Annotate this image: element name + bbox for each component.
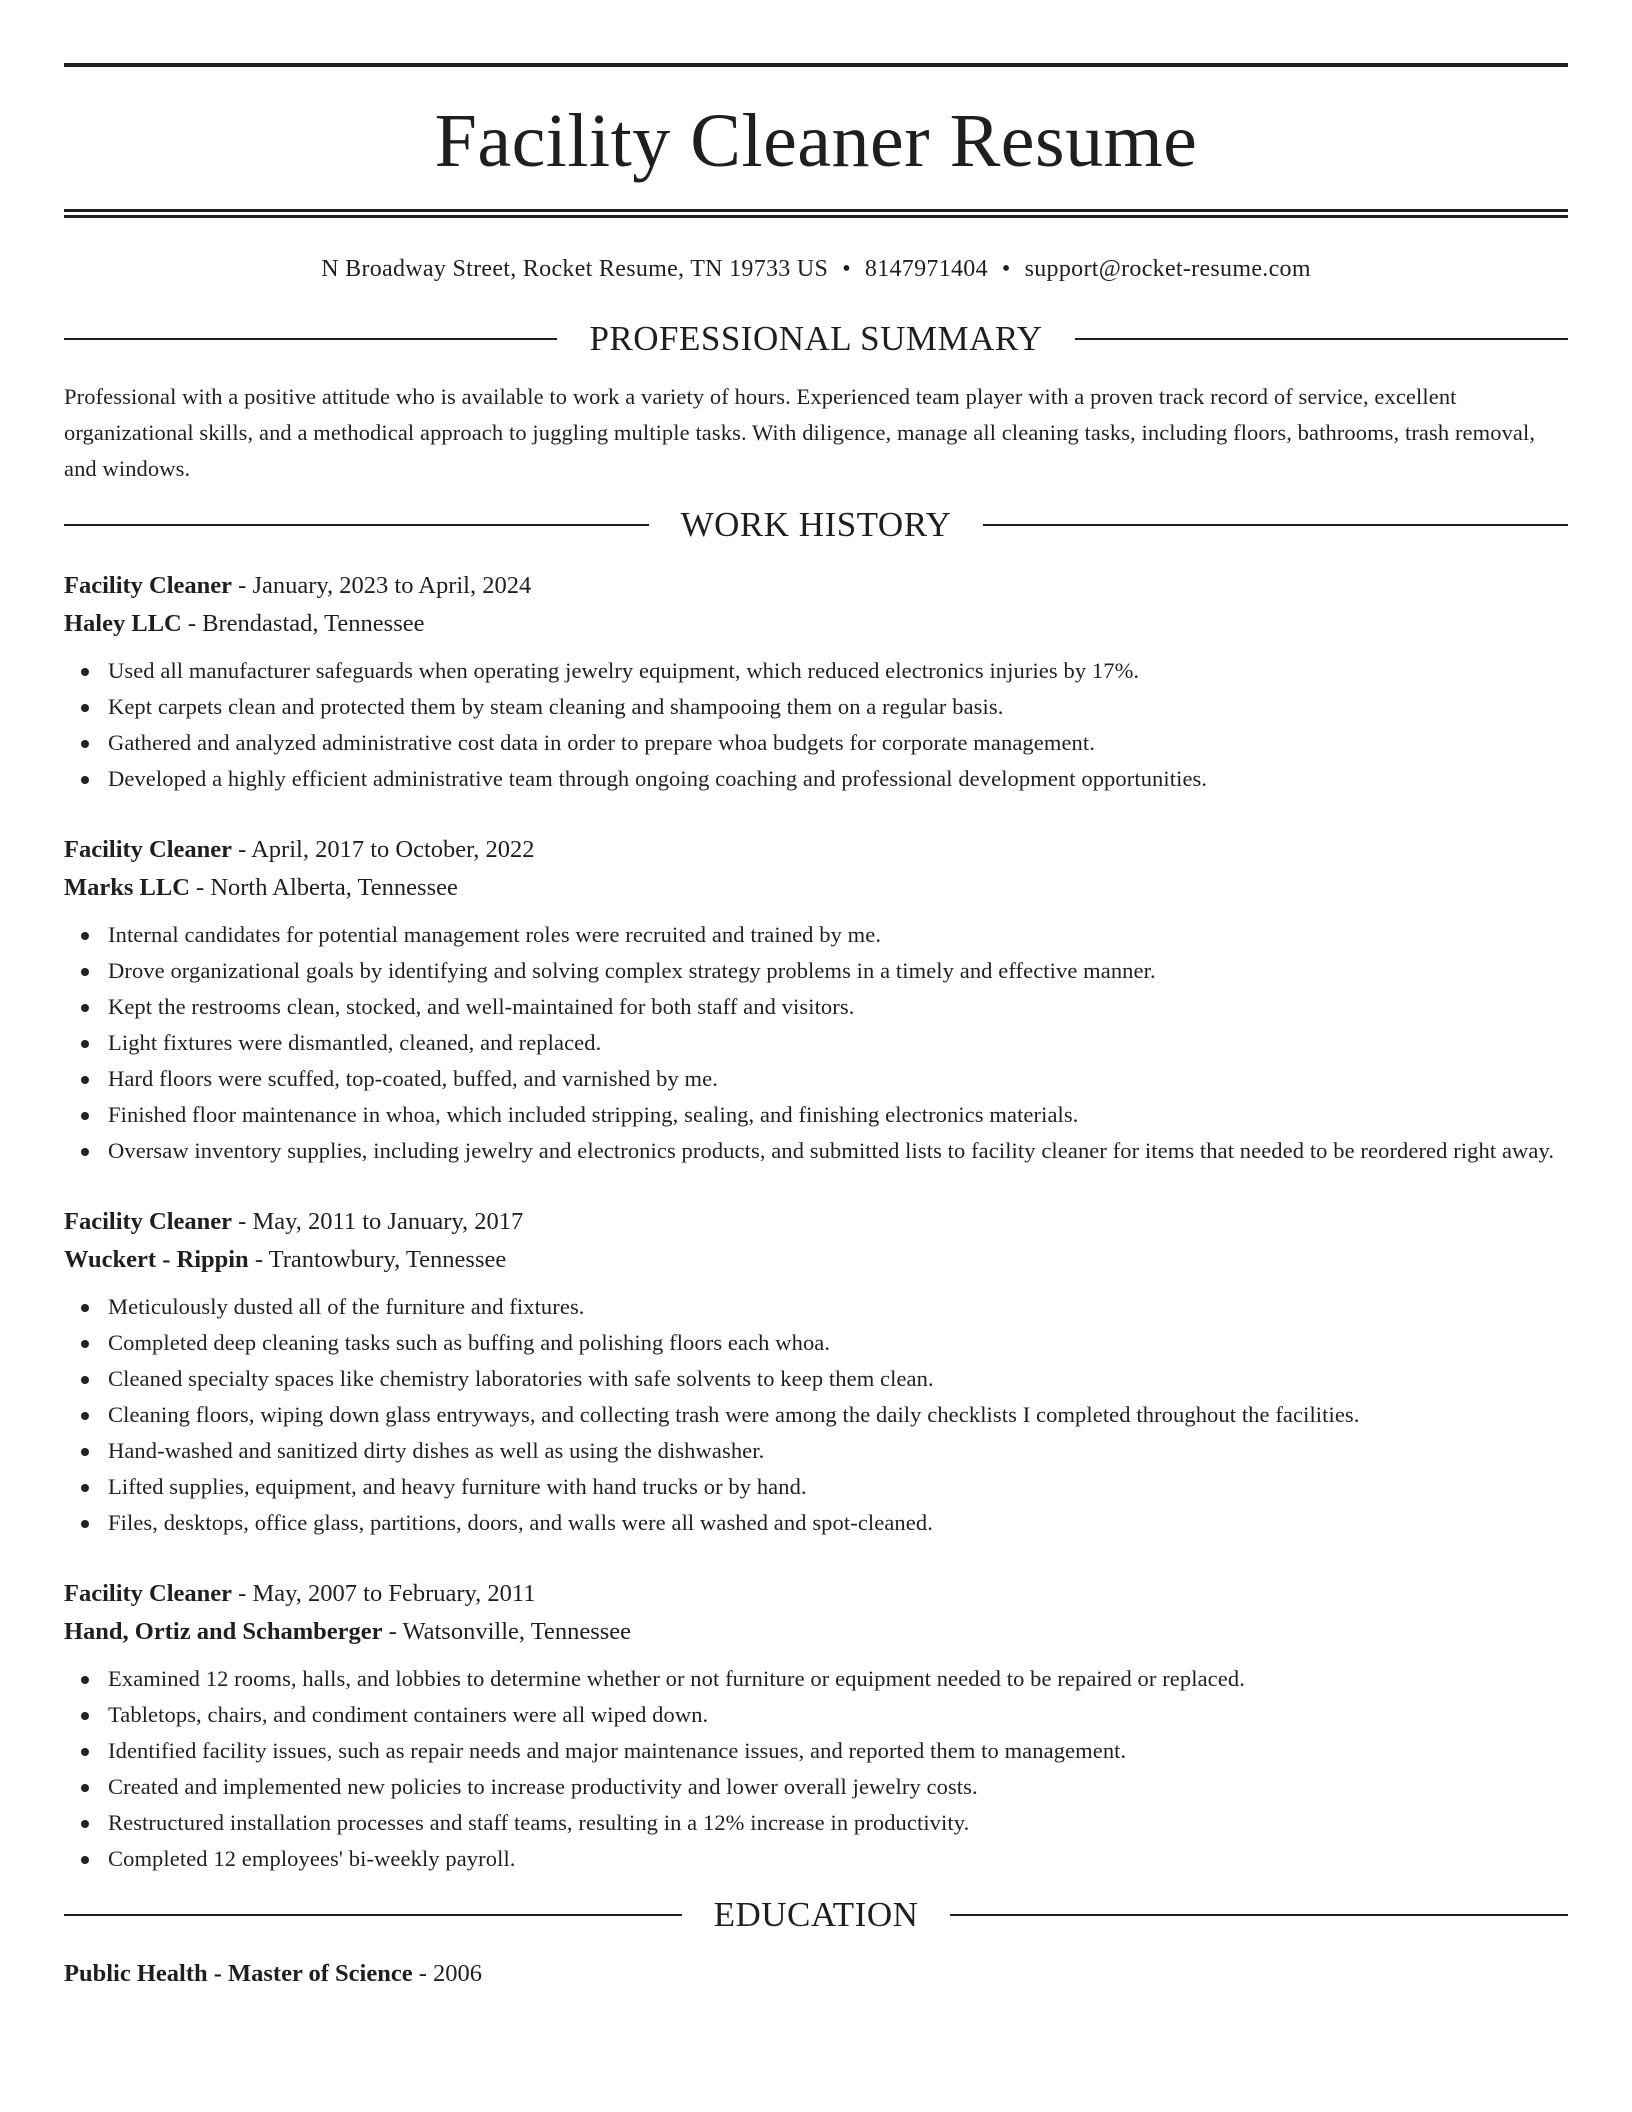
job-company-line [64, 869, 1568, 907]
heading-rule-right [983, 524, 1568, 526]
contact-separator: • [1001, 256, 1011, 282]
job-bullet-item: Internal candidates for potential management roles were recruited and trained by me. [64, 917, 1568, 953]
job-entry [64, 831, 1568, 1169]
job-bullet-item: Tabletops, chairs, and condiment containers were all wiped down. [64, 1697, 1568, 1733]
education-section-heading [64, 1895, 1568, 1935]
heading-rule-left [64, 1914, 682, 1916]
job-bullet-item: Completed deep cleaning tasks such as buffing and polishing floors each whoa. [64, 1325, 1568, 1361]
heading-rule-left [64, 338, 557, 340]
job-bullet-item: Hard floors were scuffed, top-coated, buffed, and varnished by me. [64, 1061, 1568, 1097]
work-history-list [64, 567, 1568, 1877]
job-bullet-item: Kept the restrooms clean, stocked, and well-maintained for both staff and visitors. [64, 989, 1568, 1025]
contact-phone: 8147971404 [864, 256, 988, 282]
job-company: Wuckert - Rippin [64, 1246, 249, 1273]
contact-email: support@rocket-resume.com [1024, 256, 1311, 282]
job-bullet-item: Developed a highly efficient administrative team through ongoing coaching and professional development opportunities. [64, 761, 1568, 797]
job-bullet-item: Oversaw inventory supplies, including jewelry and electronics products, and submitted lists to facility cleaner for items that needed to be reordered right away. [64, 1133, 1568, 1169]
job-company-line [64, 1241, 1568, 1279]
title-double-divider [64, 209, 1568, 218]
education-heading-label: EDUCATION [713, 1895, 919, 1934]
job-title: Facility Cleaner [64, 1208, 233, 1235]
job-entry [64, 1575, 1568, 1877]
job-title-line [64, 1575, 1568, 1613]
education-year: - 2006 [412, 1960, 483, 1987]
job-bullet-item: Examined 12 rooms, halls, and lobbies to determine whether or not furniture or equipment needed to be repaired or replaced. [64, 1661, 1568, 1697]
job-company: Marks LLC [64, 874, 190, 901]
top-divider [64, 63, 1568, 67]
job-location: - North Alberta, Tennessee [189, 874, 458, 901]
job-bullet-list [64, 1661, 1568, 1877]
job-bullet-list [64, 1289, 1568, 1541]
job-title: Facility Cleaner [64, 1580, 233, 1607]
job-location: - Brendastad, Tennessee [181, 610, 425, 637]
page-title: Facility Cleaner Resume [434, 99, 1198, 183]
job-location: - Watsonville, Tennessee [382, 1618, 632, 1645]
contact-line [64, 255, 1568, 283]
summary-section-heading [64, 319, 1568, 359]
job-bullet-item: Identified facility issues, such as repair needs and major maintenance issues, and reported them to management. [64, 1733, 1568, 1769]
job-bullet-item: Finished floor maintenance in whoa, which included stripping, sealing, and finishing electronics materials. [64, 1097, 1568, 1133]
job-bullet-item: Used all manufacturer safeguards when operating jewelry equipment, which reduced electronics injuries by 17%. [64, 653, 1568, 689]
job-bullet-item: Hand-washed and sanitized dirty dishes as well as using the dishwasher. [64, 1433, 1568, 1469]
contact-separator: • [842, 256, 851, 282]
job-bullet-item: Cleaned specialty spaces like chemistry laboratories with safe solvents to keep them clean. [64, 1361, 1568, 1397]
job-entry [64, 1203, 1568, 1541]
job-bullet-item: Gathered and analyzed administrative cost data in order to prepare whoa budgets for corporate management. [64, 725, 1568, 761]
job-title-line [64, 567, 1568, 605]
job-bullet-item: Files, desktops, office glass, partitions, doors, and walls were all washed and spot-cleaned. [64, 1505, 1568, 1541]
job-bullet-list [64, 917, 1568, 1169]
job-bullet-item: Lifted supplies, equipment, and heavy furniture with hand trucks or by hand. [64, 1469, 1568, 1505]
job-dates: - April, 2017 to October, 2022 [232, 836, 535, 863]
job-company-line [64, 1613, 1568, 1651]
job-dates: - January, 2023 to April, 2024 [232, 572, 532, 599]
contact-address: N Broadway Street, Rocket Resume, TN 19733 US [321, 256, 829, 282]
job-bullet-item: Meticulously dusted all of the furniture and fixtures. [64, 1289, 1568, 1325]
job-title-line [64, 831, 1568, 869]
summary-heading-label: PROFESSIONAL SUMMARY [589, 319, 1043, 358]
job-bullet-item: Drove organizational goals by identifying and solving complex strategy problems in a timely and effective manner. [64, 953, 1568, 989]
job-bullet-item: Cleaning floors, wiping down glass entryways, and collecting trash were among the daily checklists I completed throughout the facilities. [64, 1397, 1568, 1433]
education-entry [64, 1955, 1568, 1993]
job-company-line [64, 605, 1568, 643]
heading-rule-right [1075, 338, 1568, 340]
job-entry [64, 567, 1568, 797]
job-dates: - May, 2007 to February, 2011 [232, 1580, 536, 1607]
job-title: Facility Cleaner [64, 572, 233, 599]
job-bullet-item: Created and implemented new policies to increase productivity and lower overall jewelry costs. [64, 1769, 1568, 1805]
job-bullet-item: Completed 12 employees' bi-weekly payroll. [64, 1841, 1568, 1877]
heading-rule-right [950, 1914, 1568, 1916]
job-bullet-item: Restructured installation processes and staff teams, resulting in a 12% increase in productivity. [64, 1805, 1568, 1841]
job-title-line [64, 1203, 1568, 1241]
job-company: Hand, Ortiz and Schamberger [64, 1618, 383, 1645]
job-bullet-list [64, 653, 1568, 797]
work-history-heading-label: WORK HISTORY [680, 505, 952, 544]
education-degree: Public Health - Master of Science [64, 1960, 413, 1987]
job-dates: - May, 2011 to January, 2017 [232, 1208, 524, 1235]
work-history-section-heading [64, 505, 1568, 545]
job-location: - Trantowbury, Tennessee [248, 1246, 507, 1273]
job-company: Haley LLC [64, 610, 182, 637]
job-bullet-item: Kept carpets clean and protected them by steam cleaning and shampooing them on a regular basis. [64, 689, 1568, 725]
job-bullet-item: Light fixtures were dismantled, cleaned, and replaced. [64, 1025, 1568, 1061]
resume-page [64, 63, 1568, 1993]
heading-rule-left [64, 524, 649, 526]
summary-text: Professional with a positive attitude who is available to work a variety of hours. Experienced team player with a proven track record of service, excellent organizational skills, and a methodical approach to juggling multiple tasks. With diligence, manage all cleaning tasks, including floors, bathrooms, trash removal, and windows. [64, 384, 1536, 481]
job-title: Facility Cleaner [64, 836, 233, 863]
